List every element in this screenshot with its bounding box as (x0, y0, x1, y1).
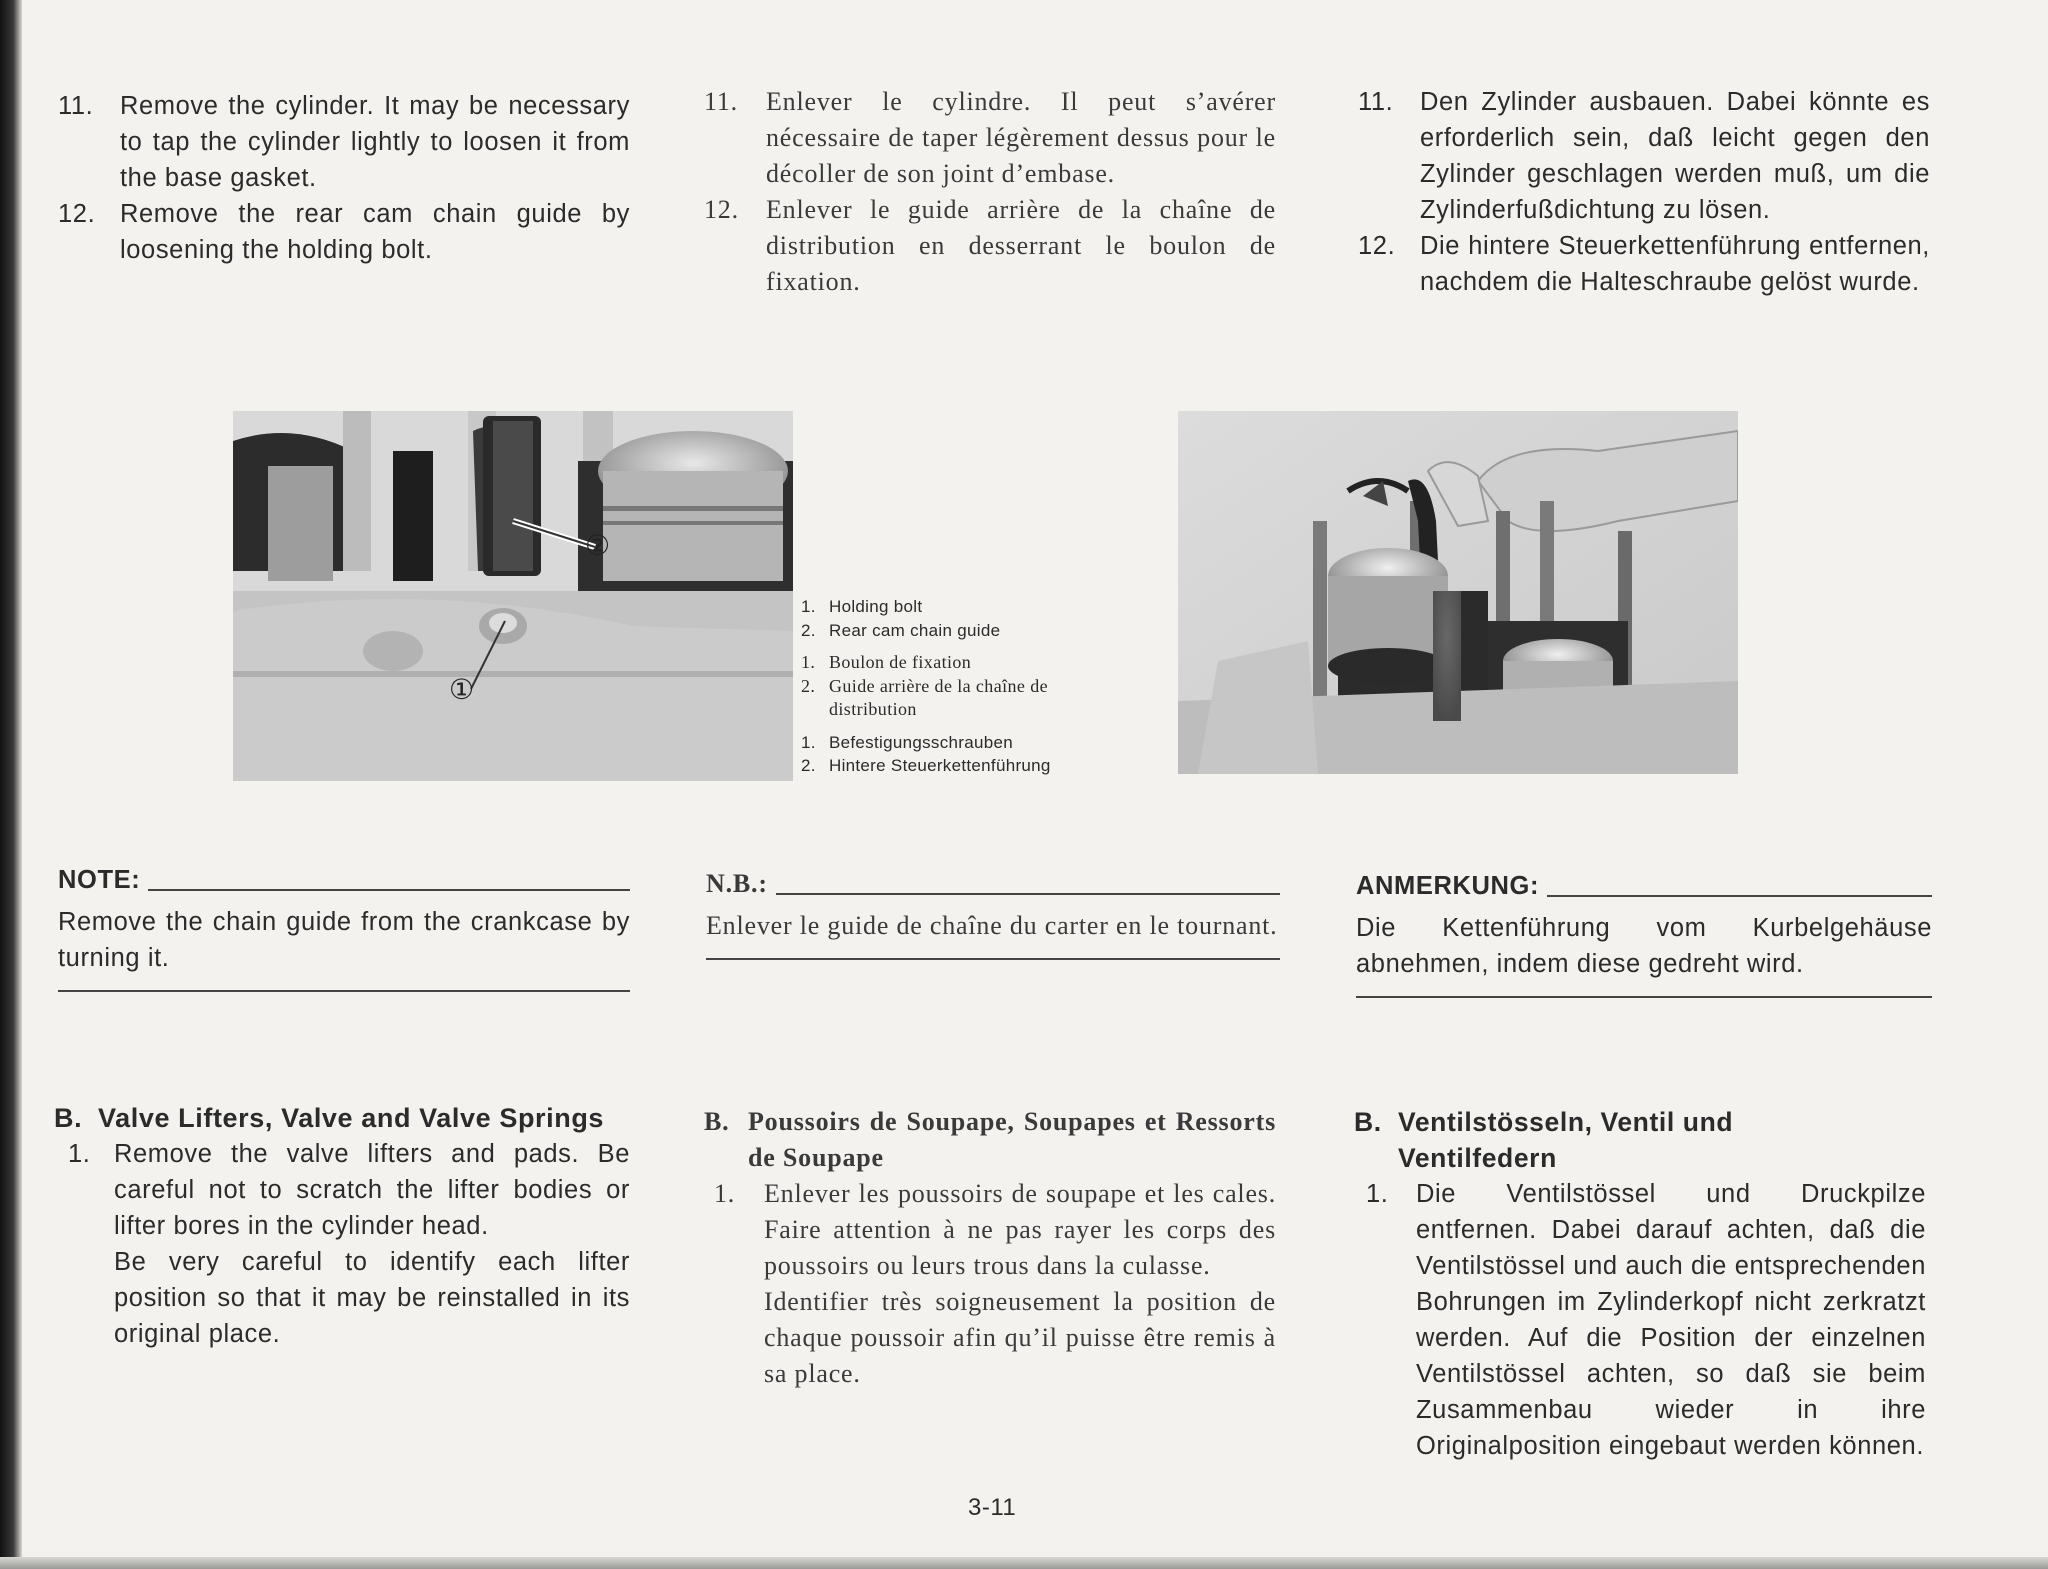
step-text: Remove the cylinder. It may be necessary to tap the cylinder lightly to loosen it from the base gasket. (120, 92, 630, 192)
photo-removing-guide (1178, 411, 1738, 774)
note-text: Die Kettenführung vom Kurbelgehäuse abnehmen, indem diese gedreht wird. (1356, 914, 1932, 978)
legend-number: 2. (801, 620, 816, 640)
book-binding-shadow (0, 0, 22, 1569)
note-rule (776, 893, 1280, 895)
legend-number: 2. (801, 756, 816, 775)
legend-label: Holding bolt (829, 597, 923, 616)
photo-legend (801, 595, 1131, 787)
note-header (706, 866, 1280, 902)
step-text: Enlever le guide arrière de la chaîne de distribution en desserrant le boulon de fixation. (766, 195, 1276, 296)
note-label: ANMERKUNG: (1356, 872, 1540, 900)
page-number: 3-11 (968, 1494, 1017, 1521)
step-text: Die Ventilstössel und Druckpilze entfernen. Dabei darauf achten, daß die Ventilstössel und auch die entsprechenden Bohrungen im Zylinderkopf nicht zerkratzt werden. Auf die Position der einzelnen Ventilstössel achten, so daß sie beim Zusammenbau wieder in ihre Originalposition eingebaut werden können. (1416, 1180, 1926, 1460)
note-english (58, 862, 630, 992)
step-12-fr (704, 192, 1276, 300)
legend-label: Befestigungsschrauben (829, 732, 1013, 752)
section-step (704, 1176, 1276, 1392)
note-label: N.B.: (706, 869, 768, 898)
step-text-continued: Identifier très soigneusement la position de chaque poussoir afin qu’il puisse être remis à sa place. (764, 1287, 1276, 1388)
step-text: Den Zylinder ausbauen. Dabei könnte es erforderlich sein, daß leicht gegen den Zylinder geschlagen werden muß, um die Zylinderfußdichtung zu lösen. (1420, 88, 1930, 224)
legend-label: Boulon de fixation (829, 652, 972, 672)
engine-photo-illustration (233, 411, 793, 781)
steps-top-english (58, 88, 630, 268)
section-b-french (704, 1104, 1276, 1392)
step-number: 1. (1366, 1180, 1389, 1208)
step-text: Enlever les poussoirs de soupape et les cales. Faire attention à ne pas rayer les corps des poussoirs ou leurs trous dans la culasse. (764, 1179, 1276, 1280)
note-german (1356, 868, 1932, 998)
step-11-fr (704, 84, 1276, 192)
section-letter: B. (54, 1103, 83, 1133)
note-end-rule (706, 958, 1280, 960)
legend-number: 1. (801, 597, 816, 616)
note-label: NOTE: (58, 866, 141, 894)
step-text-continued: Be very careful to identify each lifter position so that it may be reinstalled in its original place. (114, 1248, 630, 1348)
section-letter: B. (704, 1107, 730, 1136)
step-number: 12. (704, 195, 739, 224)
step-12-de (1358, 228, 1930, 300)
steps-top-german (1358, 84, 1930, 300)
legend-label: Rear cam chain guide (829, 620, 1001, 640)
section-step (54, 1136, 630, 1352)
section-title: Ventilstösseln, Ventil und Ventilfedern (1398, 1107, 1734, 1173)
step-number: 11. (58, 92, 94, 120)
section-letter: B. (1354, 1107, 1382, 1137)
legend-label: Hintere Steuerkettenführung (829, 756, 1051, 775)
section-step (1354, 1176, 1926, 1464)
step-number: 1. (68, 1140, 91, 1168)
step-text: Remove the rear cam chain guide by loosening the holding bolt. (120, 200, 630, 264)
legend-number: 1. (801, 732, 816, 752)
step-number: 1. (714, 1179, 736, 1208)
legend-french (801, 651, 1131, 722)
callout-2: ② (585, 529, 611, 562)
note-rule (1547, 895, 1932, 897)
section-title: Valve Lifters, Valve and Valve Springs (98, 1103, 605, 1133)
note-end-rule (58, 990, 630, 992)
note-text: Remove the chain guide from the crankcase by turning it. (58, 908, 630, 972)
section-b-english (54, 1100, 630, 1352)
step-text: Enlever le cylindre. Il peut s’avérer nécessaire de taper légèrement dessus pour le décoller de son joint d’embase. (766, 87, 1276, 188)
step-11-en (58, 88, 630, 196)
note-text: Enlever le guide de chaîne du carter en le tournant. (706, 911, 1278, 940)
section-b-german (1354, 1104, 1926, 1464)
section-heading (704, 1104, 1276, 1176)
note-end-rule (1356, 996, 1932, 998)
section-heading (1354, 1104, 1774, 1176)
step-11-de (1358, 84, 1930, 228)
step-number: 11. (704, 87, 738, 116)
step-number: 12. (58, 200, 96, 228)
legend-number: 2. (801, 675, 816, 696)
legend-number: 1. (801, 652, 816, 672)
note-rule (148, 889, 630, 891)
legend-german (801, 731, 1131, 778)
note-header (58, 862, 630, 898)
note-french (706, 866, 1280, 960)
callout-1: ① (449, 673, 475, 706)
step-text: Die hintere Steuerkettenführung entfernen, nachdem die Halteschraube gelöst wurde. (1420, 232, 1930, 296)
section-title: Poussoirs de Soupape, Soupapes et Ressorts de Soupape (748, 1107, 1276, 1172)
steps-top-french (704, 84, 1276, 300)
step-text: Remove the valve lifters and pads. Be careful not to scratch the lifter bodies or lifter bores in the cylinder head. (114, 1140, 630, 1240)
photo-cam-chain-guide (233, 411, 793, 781)
engine-photo-hand-illustration (1178, 411, 1738, 774)
legend-label: Guide arrière de la chaîne de distribution (829, 675, 1048, 719)
page-bottom-edge (0, 1557, 2048, 1569)
section-heading (54, 1100, 630, 1136)
step-number: 11. (1358, 88, 1394, 116)
legend-english (801, 595, 1131, 642)
step-number: 12. (1358, 232, 1396, 260)
step-12-en (58, 196, 630, 268)
note-header (1356, 868, 1932, 904)
